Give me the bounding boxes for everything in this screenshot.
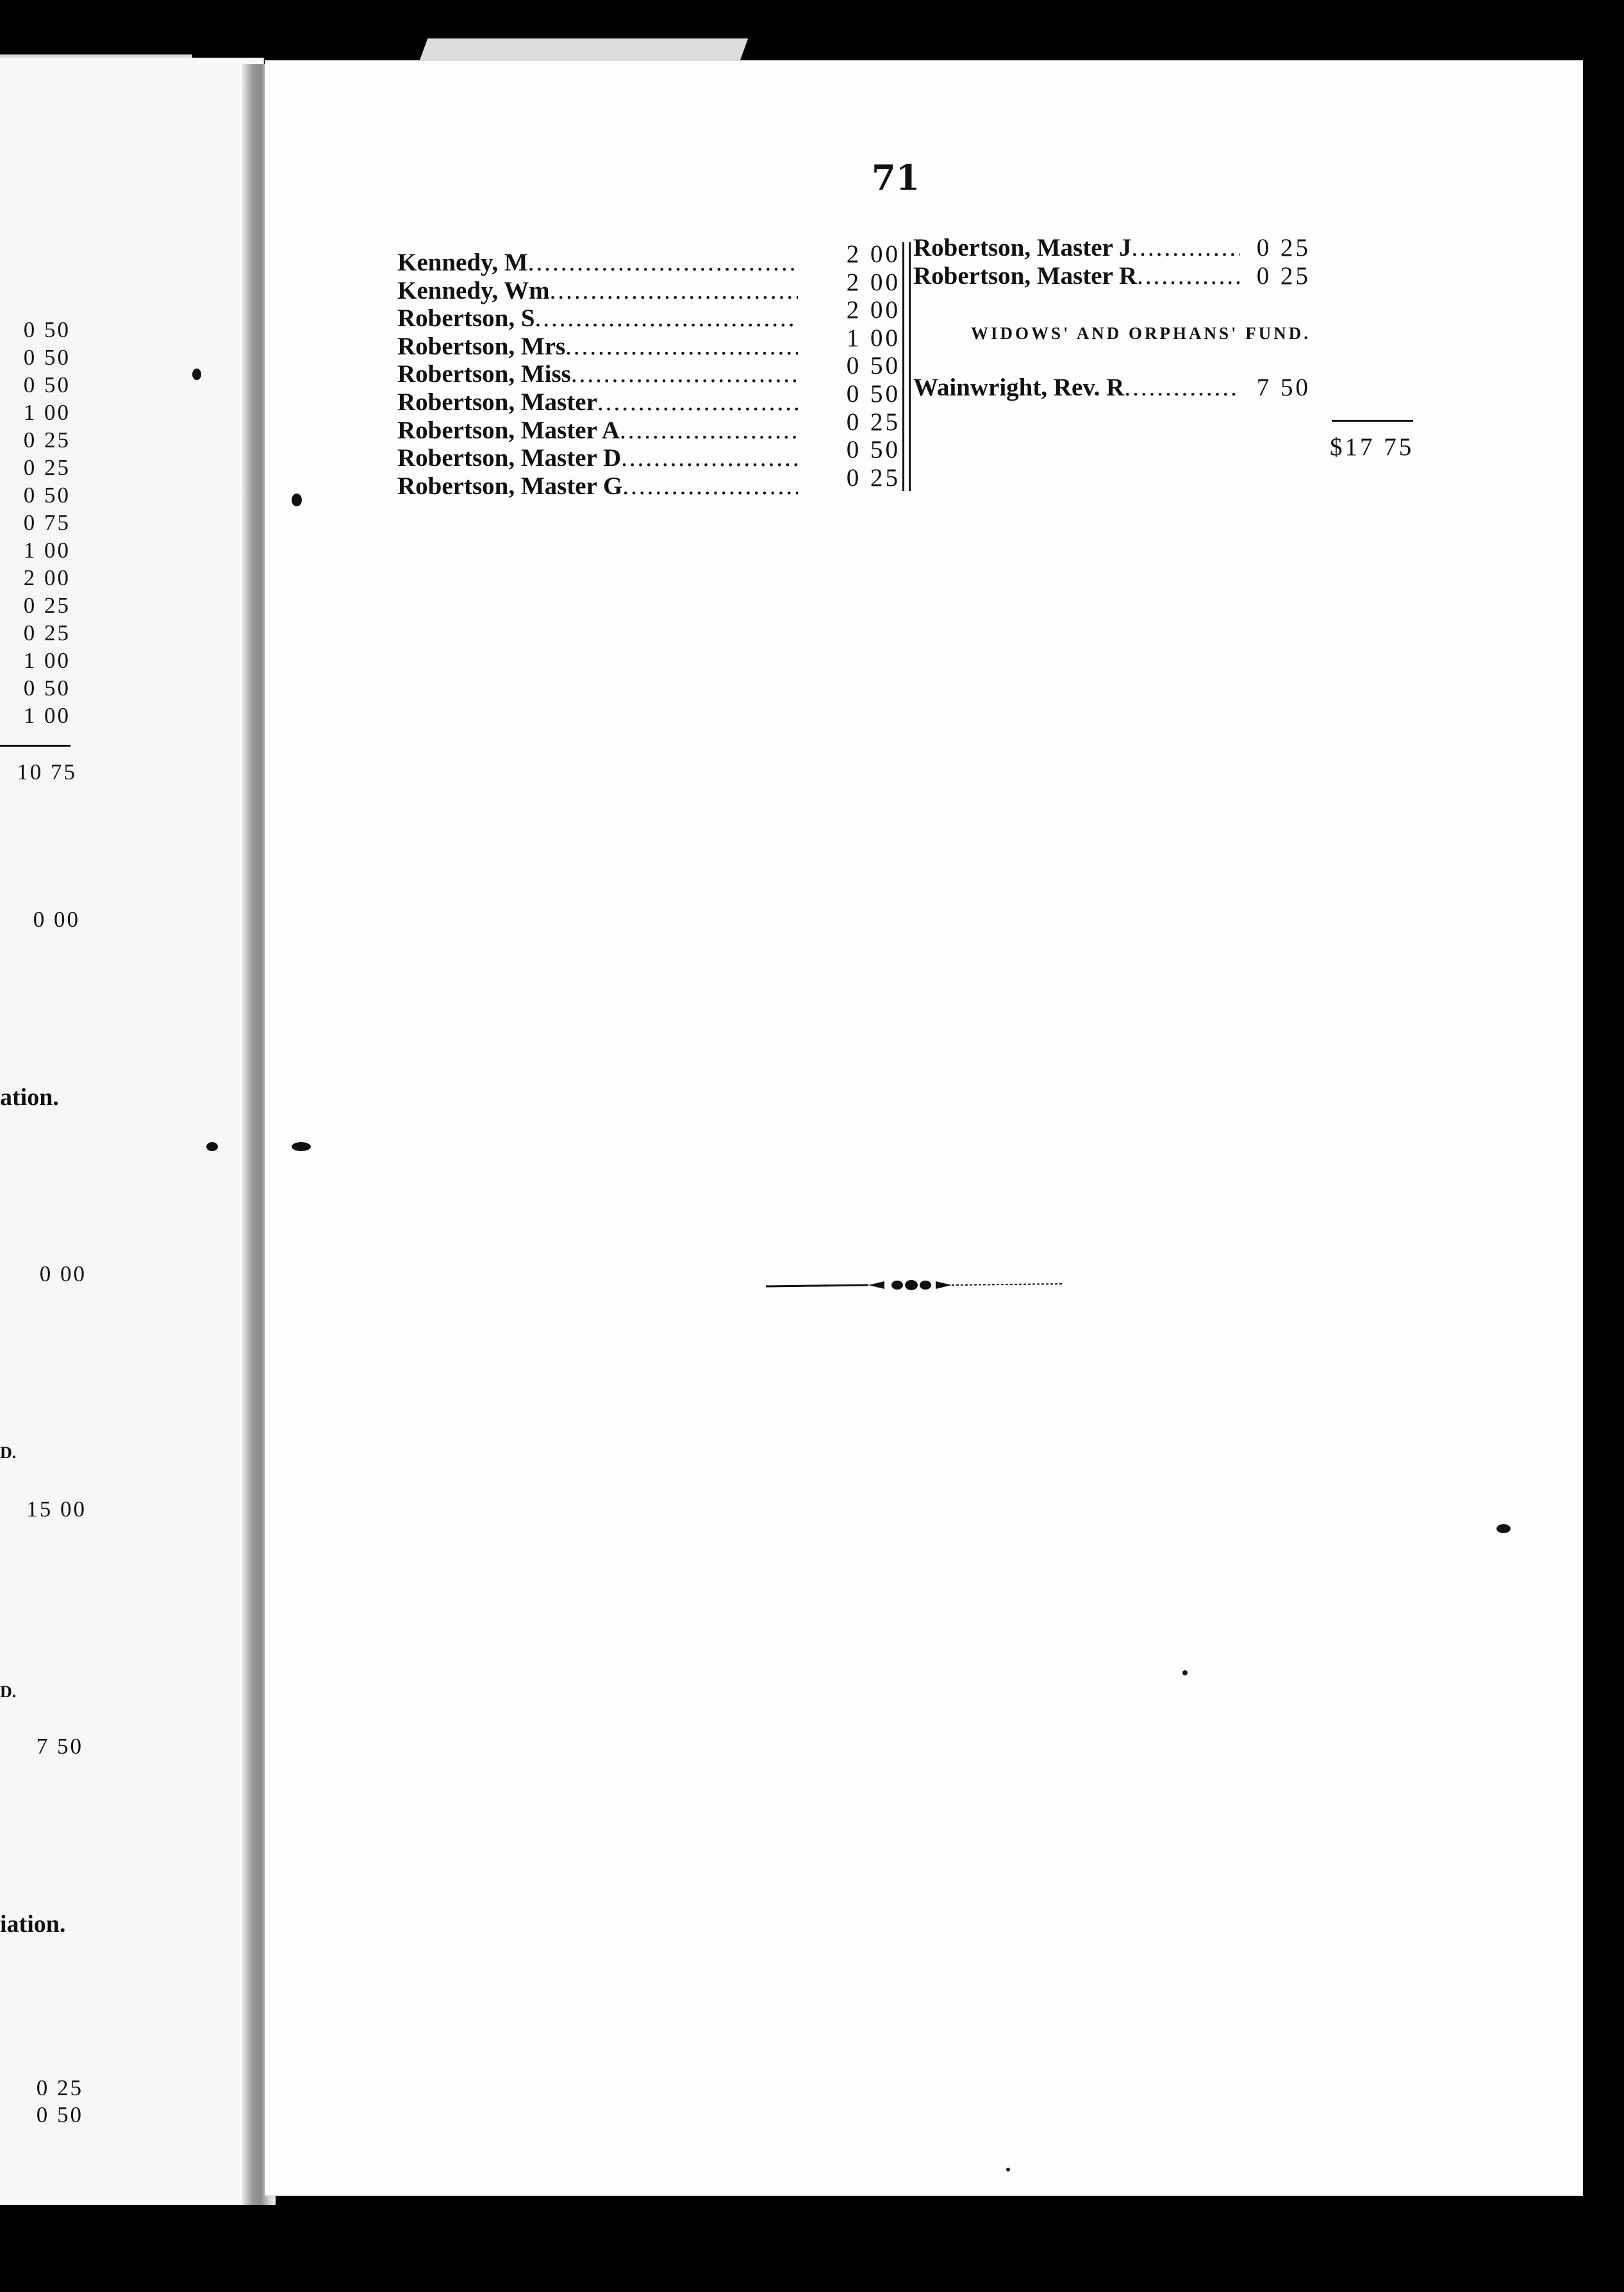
left-amount: 1 00	[23, 538, 70, 563]
subscriber-amount: 1 00	[846, 324, 900, 352]
subscriber-name: Robertson, Master R	[913, 262, 1138, 290]
subscriber-amounts-column	[830, 240, 900, 492]
left-text-fragment: D.	[0, 1443, 17, 1462]
leader-dots	[1131, 234, 1240, 262]
subscriber-amount: 0 25	[1256, 262, 1311, 290]
left-amount: 0 50	[36, 2102, 83, 2127]
subscriber-names-column	[397, 249, 798, 500]
subscriber-amount: 2 00	[846, 268, 900, 296]
leader-dots	[622, 472, 798, 501]
page-number: 71	[872, 157, 920, 198]
left-text-fragment: ation.	[0, 1084, 59, 1111]
left-amount: 0 50	[23, 483, 70, 508]
left-amount: 1 00	[23, 400, 70, 425]
subscriber-row	[913, 234, 1311, 262]
subscriber-row	[397, 388, 798, 417]
grand-total: $17 75	[1330, 433, 1414, 461]
subscriber-row	[397, 360, 798, 388]
left-amount: 0 50	[23, 372, 70, 397]
left-amount: 0 50	[23, 345, 70, 370]
subscriber-amount: 7 50	[1256, 374, 1311, 401]
ornament-divider-icon	[766, 1272, 1067, 1298]
subscriber-amount: 0 50	[846, 352, 900, 380]
left-amount: 0 25	[23, 455, 70, 480]
subscriber-row	[913, 374, 1311, 402]
left-amount: 0 75	[23, 510, 70, 535]
leader-dots	[621, 444, 798, 472]
subscriber-row	[397, 277, 798, 305]
left-text-fragment: D.	[0, 1682, 17, 1701]
leader-dots	[550, 277, 798, 305]
column-divider	[902, 242, 904, 491]
subscriber-row	[397, 333, 798, 361]
left-text-fragment: iation.	[0, 1911, 66, 1938]
leader-dots	[620, 417, 798, 445]
page-edge-tab	[418, 38, 749, 64]
left-amount: 0 25	[23, 593, 70, 618]
subscriber-row	[397, 249, 798, 277]
left-total: 10 75	[17, 760, 77, 785]
column-divider	[909, 242, 911, 491]
subscriber-row	[397, 472, 798, 501]
leader-dots	[597, 388, 798, 417]
subscriber-name: Robertson, Mrs	[397, 332, 566, 360]
second-column-entries	[913, 234, 1311, 290]
subscriber-name: Robertson, Master J	[913, 234, 1132, 262]
left-amount: 1 00	[23, 703, 70, 728]
left-amount: 0 00	[33, 907, 80, 932]
leader-dots	[565, 333, 798, 361]
subscriber-amount: 0 50	[846, 436, 900, 464]
subscriber-name: Wainwright, Rev. R	[913, 374, 1125, 401]
ink-speck	[1496, 1524, 1511, 1533]
subscriber-name: Kennedy, M	[397, 249, 528, 276]
leader-dots	[1124, 374, 1240, 402]
subscriber-amount: 0 25	[846, 408, 900, 436]
subscriber-row	[913, 262, 1311, 290]
leader-dots	[571, 360, 798, 388]
left-amount: 2 00	[23, 565, 70, 590]
subscriber-name: Robertson, Master D	[397, 444, 622, 472]
subscriber-amount: 0 25	[1256, 234, 1311, 262]
left-page	[0, 58, 264, 2205]
subscriber-row	[397, 444, 798, 472]
ink-speck	[292, 1142, 311, 1151]
left-amount: 0 25	[36, 2075, 83, 2100]
leader-dots	[528, 249, 798, 277]
left-amount: 0 50	[23, 676, 70, 701]
ink-speck	[206, 1142, 218, 1151]
fund-entries	[913, 374, 1311, 402]
subscriber-name: Robertson, Miss	[397, 360, 571, 388]
subscriber-row	[397, 417, 798, 445]
subscriber-name: Robertson, S	[397, 304, 535, 333]
left-amount: 7 50	[36, 1734, 83, 1759]
ink-speck	[1182, 1670, 1188, 1675]
ink-speck	[292, 494, 302, 506]
subscriber-row	[397, 304, 798, 333]
subscriber-amount: 2 00	[846, 240, 900, 268]
left-amount: 15 00	[26, 1497, 87, 1522]
subscriber-amount: 2 00	[846, 296, 900, 324]
subscriber-name: Robertson, Master A	[397, 416, 620, 444]
left-amount: 0 25	[23, 620, 70, 645]
leader-dots	[535, 304, 798, 333]
total-rule	[1332, 420, 1413, 422]
subscriber-name: Kennedy, Wm	[397, 276, 550, 304]
ink-speck	[1006, 2168, 1010, 2172]
subscriber-amount: 0 50	[846, 379, 900, 408]
left-amount: 0 25	[23, 428, 70, 453]
ink-speck	[192, 369, 201, 380]
left-amount: 0 50	[23, 317, 70, 342]
subscriber-amount: 0 25	[846, 463, 900, 492]
left-amount: 1 00	[23, 648, 70, 673]
subscriber-name: Robertson, Master	[397, 388, 597, 416]
fund-heading: WIDOWS' AND ORPHANS' FUND.	[971, 324, 1311, 343]
left-amount: 0 00	[39, 1261, 87, 1286]
subscriber-name: Robertson, Master G	[397, 472, 623, 500]
left-total-rule	[0, 745, 70, 747]
leader-dots	[1137, 262, 1240, 290]
